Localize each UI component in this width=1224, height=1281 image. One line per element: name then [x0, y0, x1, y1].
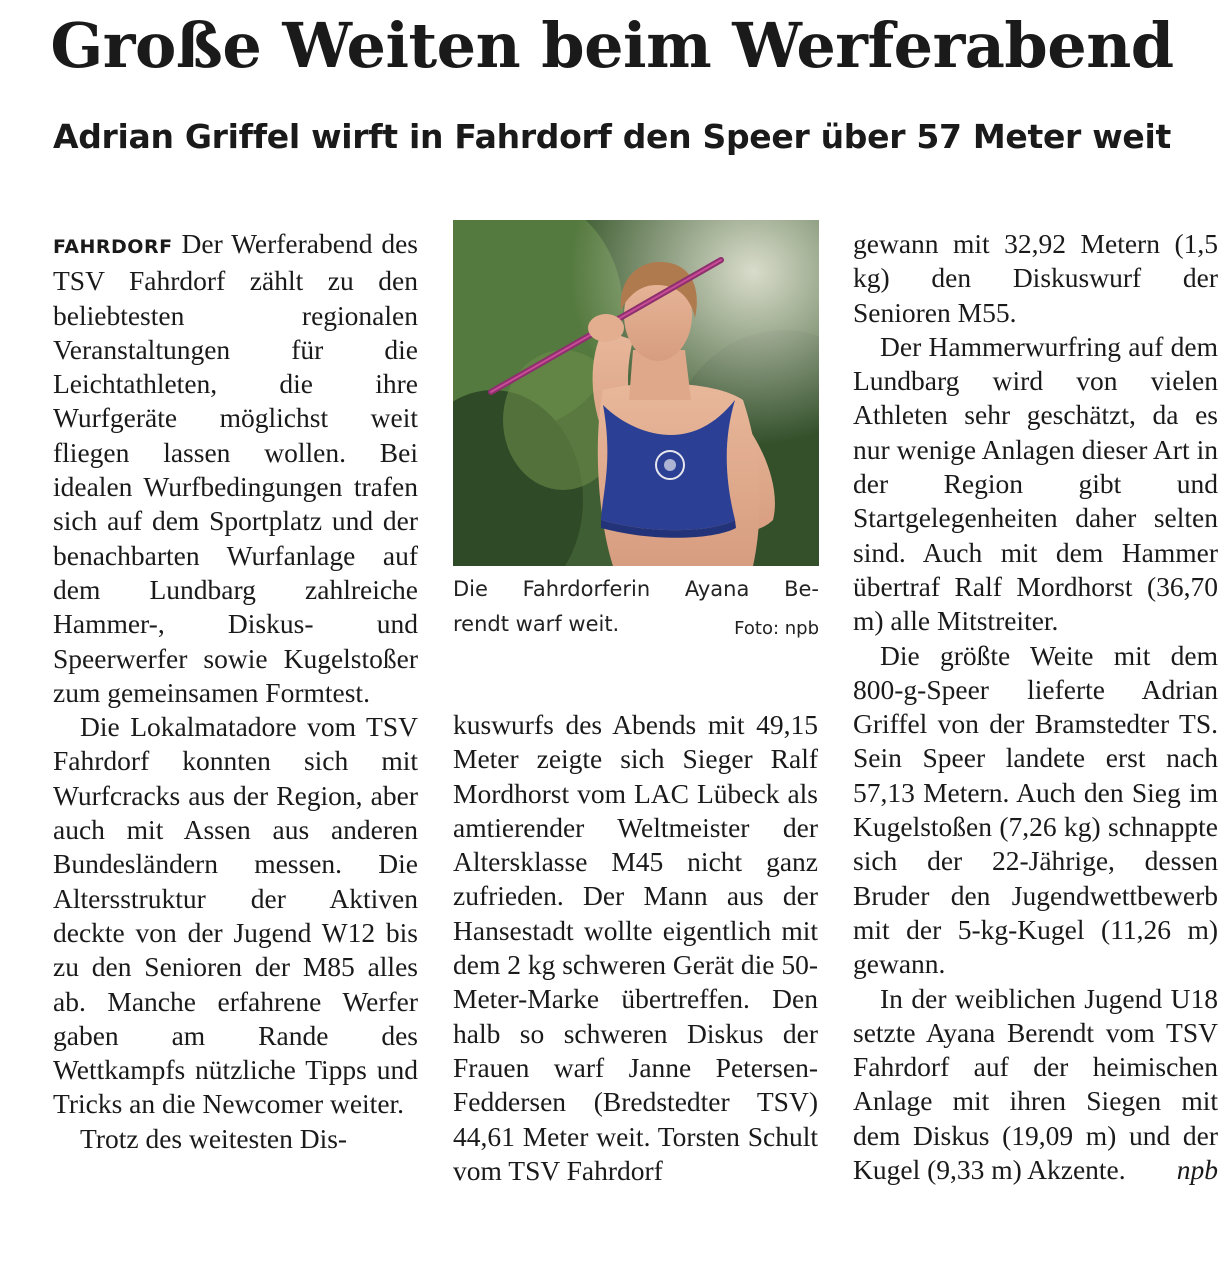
dateline: FAHRDORF: [53, 236, 173, 258]
athlete-photo: [453, 220, 819, 566]
article-column-2: [453, 708, 818, 1188]
paragraph-text: In der weiblichen Jugend U18 setzte Ayana Berendt vom TSV Fahrdorf auf der heimischen Anlage mit ihren Siegen mit dem Diskus (19,09 m) und der Kugel (9,33 m) Akzente.: [853, 982, 1218, 1186]
paragraph: Trotz des weitesten Dis-: [80, 1122, 348, 1154]
paragraph: Der Hammerwurfring auf dem Lundbarg wird von vielen Athleten sehr geschätzt, da es nur wenige Anlagen dieser Art in der Region gibt und Startgelegenheiten daher selten sind. Auch mit dem Hammer übertraf Ralf Mordhorst (36,70 m) alle Mitstreiter.: [853, 330, 1218, 637]
paragraph: [853, 982, 1218, 1188]
photo-credit: Foto: npb: [734, 618, 819, 639]
author-signature: npb: [1176, 1154, 1218, 1186]
paragraph: Die Lokalmatadore vom TSV Fahrdorf konnten sich mit Wurfcracks aus der Region, aber auch mit Assen aus anderen Bundesländern messen. Die Altersstruktur der Aktiven deckte von der Jugend W12 bis zu den Senioren der M85 alles ab. Manche erfahrene Werfer gaben am Rande des Wettkampfs nützliche Tipps und Tricks an die Newcomer weiter.: [53, 711, 418, 1120]
caption-line: Die Fahrdorferin Ayana Be-: [453, 577, 819, 601]
athlete-photo-image: [453, 220, 819, 566]
paragraph: kuswurfs des Abends mit 49,15 Meter zeigte sich Sieger Ralf Mordhorst vom LAC Lübeck als amtierender Weltmeister der Altersklasse M45 nicht ganz zufrieden. Der Mann aus der Hansestadt wollte eigentlich mit dem 2 kg schweren Gerät die 50-Meter-Marke übertreffen. Den halb so schweren Diskus der Frauen warf Janne Petersen-Feddersen (Bredstedter TSV) 44,61 Meter weit. Torsten Schult vom TSV Fahrdorf: [453, 709, 819, 1186]
paragraph: Die größte Weite mit dem 800-g-Speer lieferte Adrian Griffel von der Bramstedter TS. Sein Speer landete erst nach 57,13 Metern. Auch den Sieg im Kugelstoßen (7,26 kg) schnappte sich der 22-Jährige, dessen Bruder den Jugendwettbewerb mit der 5-kg-Kugel (11,26 m) gewann.: [853, 639, 1218, 980]
caption-line: rendt warf weit.: [453, 612, 620, 636]
article-column-1: [53, 227, 418, 1156]
photo-caption: [453, 572, 819, 642]
article-column-3: [853, 227, 1218, 1187]
paragraph-text: Der Werferabend des TSV Fahrdorf zählt zu den beliebtesten regionalen Veranstaltungen für die Leichtathleten, die ihre Wurfgeräte möglichst weit fliegen lassen wollen. Bei idealen Wurfbedingungen trafen sich auf dem Sportplatz und der benachbarten Wurfanlage auf dem Lundbarg zahlreiche Hammer-, Diskus- und Speerwerfer sowie Kugelstoßer zum gemeinsamen Formtest.: [53, 228, 419, 708]
subheadline: Adrian Griffel wirft in Fahrdorf den Speer über 57 Meter weit: [53, 117, 1171, 156]
headline: Große Weiten beim Werferabend: [50, 9, 1174, 82]
paragraph: gewann mit 32,92 Metern (1,5 kg) den Diskuswurf der Senioren M55.: [853, 228, 1218, 328]
paragraph: [53, 227, 418, 710]
